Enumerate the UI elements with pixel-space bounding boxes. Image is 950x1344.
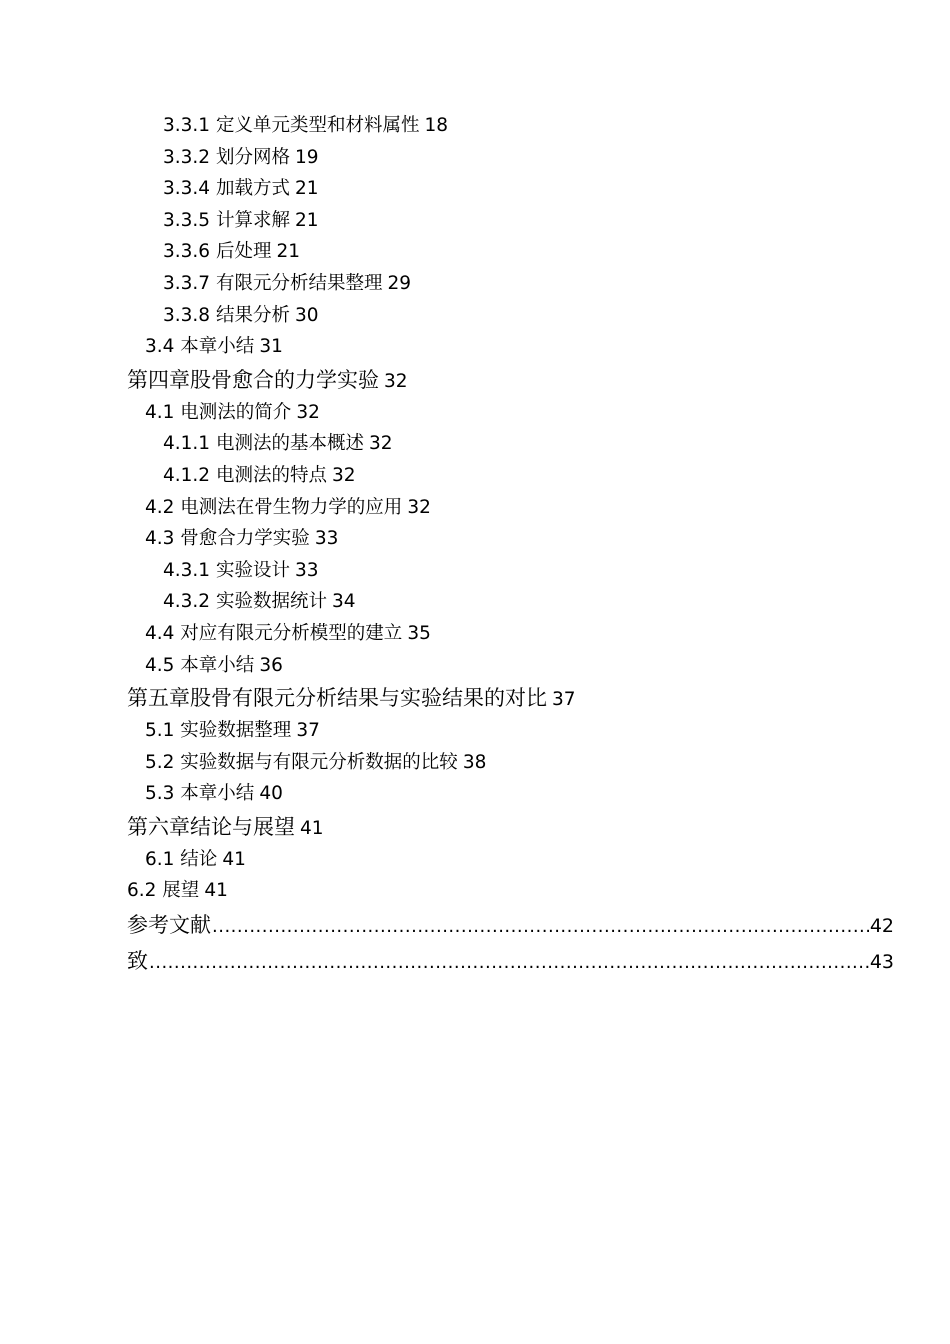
toc-entry-title: 参考文献 [127,913,211,938]
toc-dotted-entry[interactable] [0,907,950,943]
toc-entry-page-number: 31 [259,336,283,358]
toc-dotted-entry[interactable] [0,943,950,979]
toc-entry-page-number: 29 [387,272,412,294]
toc-entry-page-number: 32 [407,496,431,518]
toc-entry-page-number: 41 [204,880,228,902]
toc-entry-title: 4.3 骨愈合力学实验 [145,528,310,550]
toc-entry-page-number: 34 [331,591,356,613]
toc-entry-title: 3.3.1 定义单元类型和材料属性 [163,115,420,136]
toc-entry-title: 6.2 展望 [127,880,200,902]
toc-entry-title: 3.3.2 划分网格 [163,146,290,168]
toc-entry-page-number: 41 [300,817,324,839]
toc-entry-page-number: 38 [462,751,487,773]
toc-entry[interactable] [0,268,950,300]
toc-entry-page-number: 32 [368,433,393,455]
toc-entry[interactable] [0,875,950,907]
toc-entry-title: 4.2 电测法在骨生物力学的应用 [145,496,403,518]
toc-entry-page-number: 21 [294,178,319,200]
toc-chapter-entry[interactable] [0,681,950,715]
toc-entry[interactable] [0,331,950,363]
toc-entry[interactable] [0,747,950,779]
toc-entry[interactable] [0,300,950,332]
toc-entry-title: 4.3.2 实验数据统计 [163,591,327,613]
toc-entry[interactable] [0,844,950,876]
toc-entry[interactable] [0,618,950,650]
dot-leader [212,909,869,945]
toc-entry-page-number: 18 [424,115,449,136]
table-of-contents [0,110,950,979]
toc-entry-title: 第五章股骨有限元分析结果与实验结果的对比 [127,686,547,711]
toc-entry-page-number: 40 [259,783,283,805]
toc-entry[interactable] [0,205,950,237]
toc-entry-page-number: 32 [331,464,356,486]
toc-entry-title: 3.3.7 有限元分析结果整理 [163,272,383,294]
toc-entry-title: 4.1.1 电测法的基本概述 [163,433,364,455]
toc-entry[interactable] [0,650,950,682]
toc-entry-title: 4.3.1 实验设计 [163,559,290,581]
toc-entry-page-number: 42 [869,915,894,938]
toc-entry-title: 3.3.6 后处理 [163,241,272,263]
toc-entry[interactable] [0,460,950,492]
toc-entry-page-number: 32 [296,401,320,423]
toc-entry-page-number: 35 [407,622,431,644]
toc-entry-page-number: 32 [384,370,408,392]
toc-entry-page-number: 37 [296,720,320,742]
toc-entry-page-number: 37 [552,689,576,711]
toc-entry-title: 3.3.4 加载方式 [163,178,290,200]
toc-entry-title: 3.3.5 计算求解 [163,209,290,231]
toc-entry-title: 第六章结论与展望 [127,814,295,839]
toc-entry[interactable] [0,236,950,268]
toc-entry-page-number: 21 [276,241,300,263]
toc-entry-title: 第四章股骨愈合的力学实验 [127,367,379,392]
toc-entry-page-number: 33 [294,559,319,581]
toc-entry[interactable] [0,492,950,524]
toc-entry-title: 3.3.8 结果分析 [163,304,290,326]
toc-chapter-entry[interactable] [0,363,950,397]
toc-entry[interactable] [0,428,950,460]
toc-entry-page-number: 41 [222,848,246,870]
toc-entry-title: 6.1 结论 [145,848,218,870]
toc-entry-title: 5.3 本章小结 [145,783,255,805]
toc-entry-title: 3.4 本章小结 [145,336,255,358]
toc-entry-page-number: 33 [314,528,339,550]
toc-entry-title: 4.1.2 电测法的特点 [163,464,327,486]
toc-entry-title: 致 [127,949,148,974]
toc-entry[interactable] [0,142,950,174]
toc-entry[interactable] [0,397,950,429]
toc-entry-title: 5.2 实验数据与有限元分析数据的比较 [145,751,458,773]
toc-entry-title: 4.1 电测法的简介 [145,401,292,423]
toc-entry[interactable] [0,523,950,555]
toc-entry[interactable] [0,715,950,747]
toc-entry-page-number: 21 [294,209,319,231]
toc-entry[interactable] [0,778,950,810]
toc-entry[interactable] [0,173,950,205]
toc-entry[interactable] [0,555,950,587]
toc-entry[interactable] [0,586,950,618]
toc-entry-page-number: 43 [869,951,894,974]
toc-entry-title: 4.4 对应有限元分析模型的建立 [145,622,403,644]
toc-entry-page-number: 36 [259,654,283,676]
toc-entry-page-number: 19 [294,146,319,168]
dot-leader [149,945,869,981]
toc-entry[interactable] [0,110,950,142]
toc-entry-title: 4.5 本章小结 [145,654,255,676]
toc-chapter-entry[interactable] [0,810,950,844]
toc-entry-title: 5.1 实验数据整理 [145,720,292,742]
toc-entry-page-number: 30 [294,304,319,326]
